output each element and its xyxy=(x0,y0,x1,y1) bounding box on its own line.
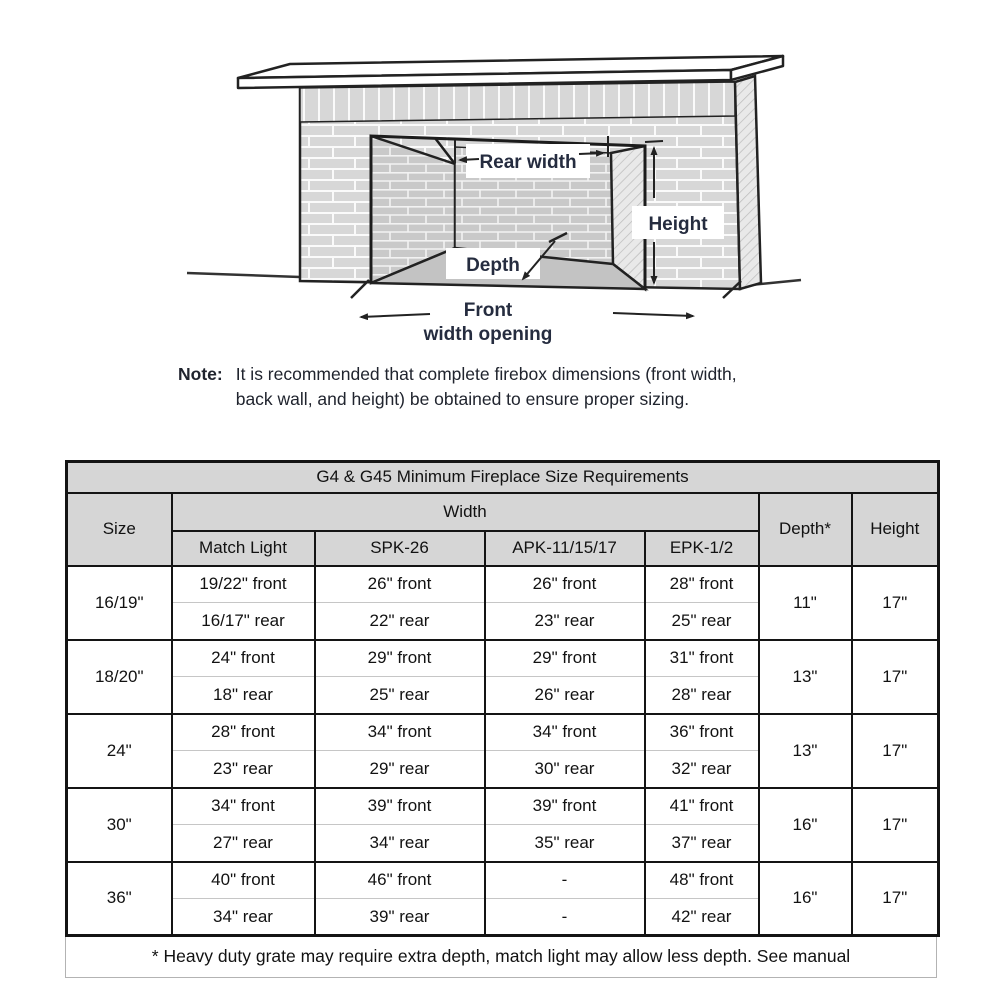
cell-epk-rear: 42" rear xyxy=(645,899,759,936)
cell-match-light-front: 28" front xyxy=(172,714,315,751)
cell-epk-rear: 28" rear xyxy=(645,677,759,714)
cell-depth: 11" xyxy=(759,566,852,640)
cell-size: 24" xyxy=(67,714,172,788)
header-size: Size xyxy=(67,493,172,566)
cell-spk26-front: 39" front xyxy=(315,788,485,825)
cell-epk-rear: 25" rear xyxy=(645,603,759,640)
cell-spk26-front: 34" front xyxy=(315,714,485,751)
cell-size: 30" xyxy=(67,788,172,862)
cell-height: 17" xyxy=(852,640,939,714)
cell-spk26-front: 29" front xyxy=(315,640,485,677)
cell-match-light-rear: 23" rear xyxy=(172,751,315,788)
note-text-line2: back wall, and height) be obtained to ensure proper sizing. xyxy=(235,389,690,409)
cell-epk-rear: 32" rear xyxy=(645,751,759,788)
note-label: Note: xyxy=(178,364,223,384)
cell-epk-front: 31" front xyxy=(645,640,759,677)
header-width: Width xyxy=(172,493,759,531)
cell-match-light-front: 34" front xyxy=(172,788,315,825)
cell-apk-front: 34" front xyxy=(485,714,645,751)
cell-match-light-rear: 34" rear xyxy=(172,899,315,936)
cell-height: 17" xyxy=(852,862,939,936)
cell-epk-front: 28" front xyxy=(645,566,759,603)
header-epk-1-2: EPK-1/2 xyxy=(645,531,759,566)
cell-height: 17" xyxy=(852,788,939,862)
cell-spk26-front: 26" front xyxy=(315,566,485,603)
cell-spk26-rear: 25" rear xyxy=(315,677,485,714)
brick-right-side xyxy=(735,76,761,289)
header-match-light: Match Light xyxy=(172,531,315,566)
cell-height: 17" xyxy=(852,566,939,640)
cell-match-light-rear: 18" rear xyxy=(172,677,315,714)
cell-height: 17" xyxy=(852,714,939,788)
cell-size: 18/20" xyxy=(67,640,172,714)
cell-match-light-front: 19/22" front xyxy=(172,566,315,603)
cell-apk-rear: 30" rear xyxy=(485,751,645,788)
cell-spk26-rear: 39" rear xyxy=(315,899,485,936)
table-row xyxy=(67,640,939,677)
cell-depth: 16" xyxy=(759,788,852,862)
cell-size: 36" xyxy=(67,862,172,936)
note-text xyxy=(236,362,737,412)
cell-epk-front: 41" front xyxy=(645,788,759,825)
cell-match-light-front: 40" front xyxy=(172,862,315,899)
cell-apk-front: 39" front xyxy=(485,788,645,825)
cell-spk26-rear: 22" rear xyxy=(315,603,485,640)
table-footnote: * Heavy duty grate may require extra depth, match light may allow less depth. See manual xyxy=(65,937,937,978)
front-width-dimension xyxy=(351,280,741,345)
soldier-course xyxy=(300,82,735,122)
spec-table-container xyxy=(65,460,937,978)
cell-apk-rear: 23" rear xyxy=(485,603,645,640)
height-label: Height xyxy=(648,214,708,235)
cell-depth: 13" xyxy=(759,714,852,788)
table-title: G4 & G45 Minimum Fireplace Size Requirements xyxy=(67,462,939,493)
fireplace-diagram-container xyxy=(183,36,807,352)
fireplace-diagram xyxy=(183,36,807,352)
cell-apk-rear: 35" rear xyxy=(485,825,645,862)
table-row xyxy=(67,862,939,899)
spec-table xyxy=(65,460,940,937)
cell-apk-front: - xyxy=(485,862,645,899)
cell-apk-front: 26" front xyxy=(485,566,645,603)
note-text-line1: It is recommended that complete firebox dimensions (front width, xyxy=(235,364,737,384)
cell-spk26-rear: 29" rear xyxy=(315,751,485,788)
cell-epk-rear: 37" rear xyxy=(645,825,759,862)
cell-epk-front: 36" front xyxy=(645,714,759,751)
table-header-row-1 xyxy=(67,493,939,531)
note xyxy=(178,362,838,412)
cell-match-light-rear: 16/17" rear xyxy=(172,603,315,640)
cell-depth: 16" xyxy=(759,862,852,936)
cell-apk-rear: - xyxy=(485,899,645,936)
cell-match-light-front: 24" front xyxy=(172,640,315,677)
cell-apk-rear: 26" rear xyxy=(485,677,645,714)
cell-apk-front: 29" front xyxy=(485,640,645,677)
header-spk-26: SPK-26 xyxy=(315,531,485,566)
cell-size: 16/19" xyxy=(67,566,172,640)
cell-spk26-rear: 34" rear xyxy=(315,825,485,862)
rear-width-label: Rear width xyxy=(479,152,577,173)
table-title-row xyxy=(67,462,939,493)
front-width-label-line1: Front xyxy=(463,300,513,321)
depth-label: Depth xyxy=(466,255,520,276)
header-height: Height xyxy=(852,493,939,566)
cell-spk26-front: 46" front xyxy=(315,862,485,899)
table-row xyxy=(67,788,939,825)
table-row xyxy=(67,714,939,751)
table-row xyxy=(67,566,939,603)
header-apk-11-15-17: APK-11/15/17 xyxy=(485,531,645,566)
cell-epk-front: 48" front xyxy=(645,862,759,899)
front-width-label-line2: width opening xyxy=(423,324,553,345)
header-depth: Depth* xyxy=(759,493,852,566)
cell-depth: 13" xyxy=(759,640,852,714)
cell-match-light-rear: 27" rear xyxy=(172,825,315,862)
